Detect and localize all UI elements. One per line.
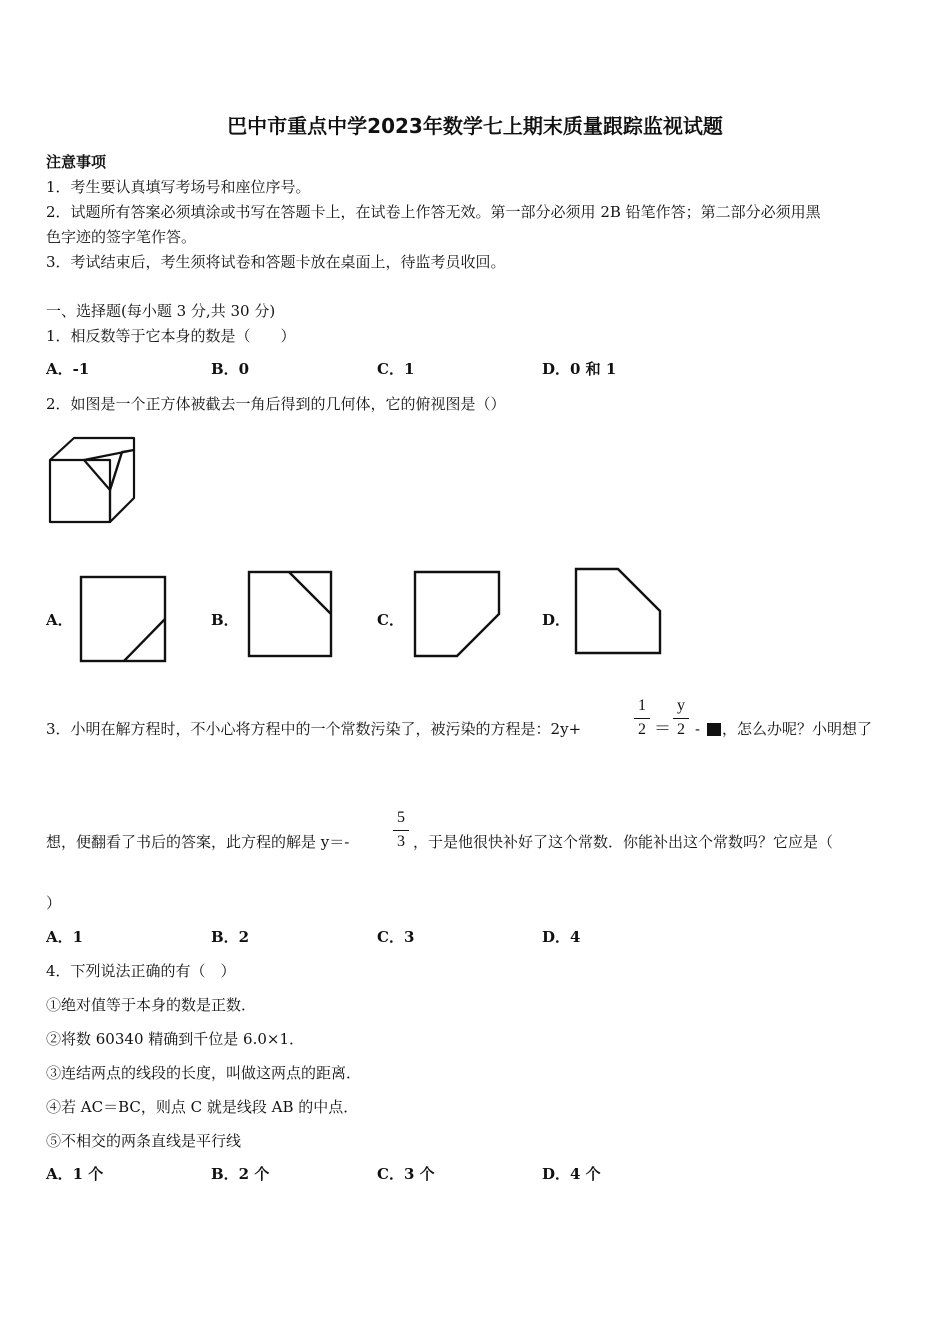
cube-cut-corner-figure (44, 432, 140, 528)
q4-statement-5: ⑤不相交的两条直线是平行线 (46, 1132, 242, 1150)
q2-option-b-label[interactable]: B． (211, 611, 239, 629)
q3-frac1-bar (634, 718, 650, 719)
q3-frac3-numerator: 5 (397, 809, 405, 826)
q3-frac2-numerator: y (677, 697, 685, 714)
q1-option-a[interactable]: A．-1 (46, 360, 90, 378)
q3-option-a[interactable]: A．1 (46, 928, 84, 946)
q2-option-d-label[interactable]: D． (542, 611, 571, 629)
q4-option-a[interactable]: A．1 个 (46, 1165, 104, 1183)
q3-frac3-denominator: 3 (397, 833, 405, 850)
notice-heading: 注意事项 (46, 153, 107, 171)
notice-item-1: 1．考生要认真填写考场号和座位序号。 (46, 178, 311, 196)
q1-option-c[interactable]: C．1 (377, 360, 415, 378)
cube-cut-edge (110, 452, 122, 490)
q2-option-d-figure[interactable] (574, 567, 664, 657)
q4-statement-4: ④若 AC＝BC，则点 C 就是线段 AB 的中点． (46, 1098, 359, 1116)
q3-frac3-bar (393, 830, 409, 831)
notice-item-3: 3．考试结束后，考生须将试卷和答题卡放在桌面上，待监考员收回。 (46, 253, 506, 271)
q3-option-c[interactable]: C．3 (377, 928, 415, 946)
q4-stem: 4．下列说法正确的有（ ） (46, 962, 236, 980)
q3-option-d[interactable]: D．4 (542, 928, 581, 946)
q3-option-b[interactable]: B．2 (211, 928, 250, 946)
q4-option-c[interactable]: C．3 个 (377, 1165, 435, 1183)
notice-item-2-cont: 色字迹的签字笔作答。 (46, 228, 197, 246)
q3-stem-part2: ，怎么办呢？小明想了 (722, 720, 873, 738)
q3-frac2-bar (673, 718, 689, 719)
section-heading: 一、选择题(每小题 3 分,共 30 分) (46, 302, 276, 320)
q3-stem-part1: 3．小明在解方程时，不小心将方程中的一个常数污染了，被污染的方程是：2y+ (46, 720, 582, 738)
q3-equals: ＝ (654, 719, 671, 739)
q1-option-d[interactable]: D．0 和 1 (542, 360, 617, 378)
q2-option-c-label[interactable]: C． (377, 611, 404, 629)
q3-frac1-denominator: 2 (638, 721, 646, 738)
q2-option-a-figure[interactable] (79, 575, 169, 665)
q3-frac2-denominator: 2 (677, 721, 685, 738)
q1-option-b[interactable]: B．0 (211, 360, 250, 378)
q1-stem: 1．相反数等于它本身的数是（ ） (46, 327, 296, 345)
q3-line2-part1: 想，便翻看了书后的答案，此方程的解是 y＝- (46, 833, 350, 851)
q2-option-c-figure[interactable] (413, 570, 503, 660)
q2-option-a-label[interactable]: A． (46, 611, 73, 629)
page-title: 巴中市重点中学2023年数学七上期末质量跟踪监视试题 (227, 114, 723, 138)
q2-stem: 2．如图是一个正方体被截去一角后得到的几何体，它的俯视图是（） (46, 395, 506, 413)
notice-item-2: 2．试题所有答案必须填涂或书写在答题卡上，在试卷上作答无效。第一部分必须用 2B 铅笔作答；第二部分必须用黑 (46, 203, 821, 221)
q3-frac1-numerator: 1 (638, 697, 646, 714)
q3-minus: - (695, 720, 701, 738)
q4-statement-3: ③连结两点的线段的长度，叫做这两点的距离． (46, 1064, 362, 1082)
q4-option-b[interactable]: B．2 个 (211, 1165, 270, 1183)
q4-statement-2: ②将数 60340 精确到千位是 6.0×1． (46, 1030, 304, 1048)
cube-front-face (50, 460, 110, 522)
q3-line3: ） (46, 894, 62, 912)
q3-line2-part2: ，于是他很快补好了这个常数．你能补出这个常数吗？它应是（ (413, 833, 834, 851)
cube-right-face (110, 450, 134, 522)
q2-option-b-figure[interactable] (247, 570, 337, 660)
ink-blot-icon (707, 723, 721, 736)
q4-option-d[interactable]: D．4 个 (542, 1165, 601, 1183)
q4-statement-1: ①绝对值等于本身的数是正数． (46, 996, 257, 1014)
